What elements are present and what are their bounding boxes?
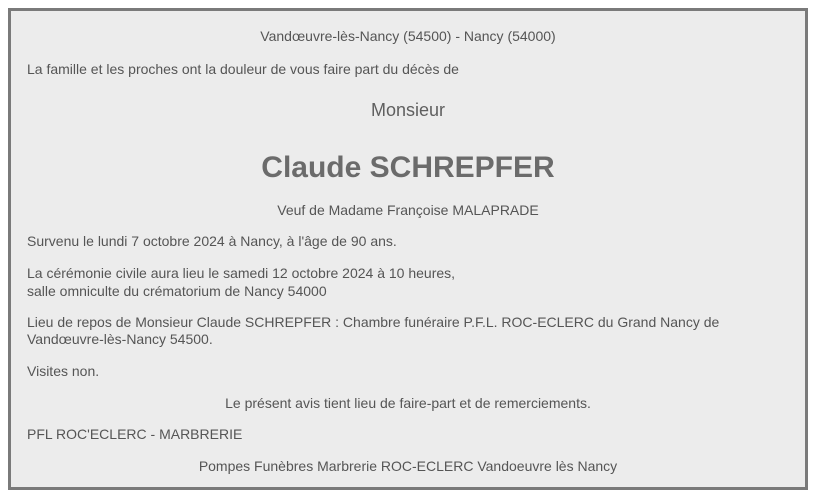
- thanks-line: Le présent avis tient lieu de faire-part et de remerciements.: [225, 395, 591, 411]
- death-info: Survenu le lundi 7 octobre 2024 à Nancy, à l'âge de 90 ans.: [27, 233, 397, 249]
- widower-line: Veuf de Madame Françoise MALAPRADE: [277, 202, 539, 218]
- obituary-notice: [8, 8, 808, 490]
- honorific: Monsieur: [370, 100, 446, 120]
- visits-line: Visites non.: [27, 363, 100, 379]
- ceremony-line-1: La cérémonie civile aura lieu le samedi 12 octobre 2024 à 10 heures,: [27, 265, 456, 281]
- deceased-name: Claude SCHREPFER: [261, 151, 555, 184]
- company-short: PFL ROC'ECLERC - MARBRERIE: [27, 426, 243, 442]
- rest-line-2: Vandœuvre-lès-Nancy 54500.: [27, 331, 213, 347]
- ceremony-line-2: salle omniculte du crématorium de Nancy 54000: [27, 283, 327, 299]
- company-full: Pompes Funèbres Marbrerie ROC-ECLERC Vandoeuvre lès Nancy: [198, 458, 618, 474]
- intro-text: La famille et les proches ont la douleur de vous faire part du décès de: [27, 61, 459, 77]
- location-line: Vandœuvre-lès-Nancy (54500) - Nancy (54000): [260, 28, 556, 44]
- rest-line-1: Lieu de repos de Monsieur Claude SCHREPFER : Chambre funéraire P.F.L. ROC-ECLERC du Grand Nancy de: [27, 314, 720, 330]
